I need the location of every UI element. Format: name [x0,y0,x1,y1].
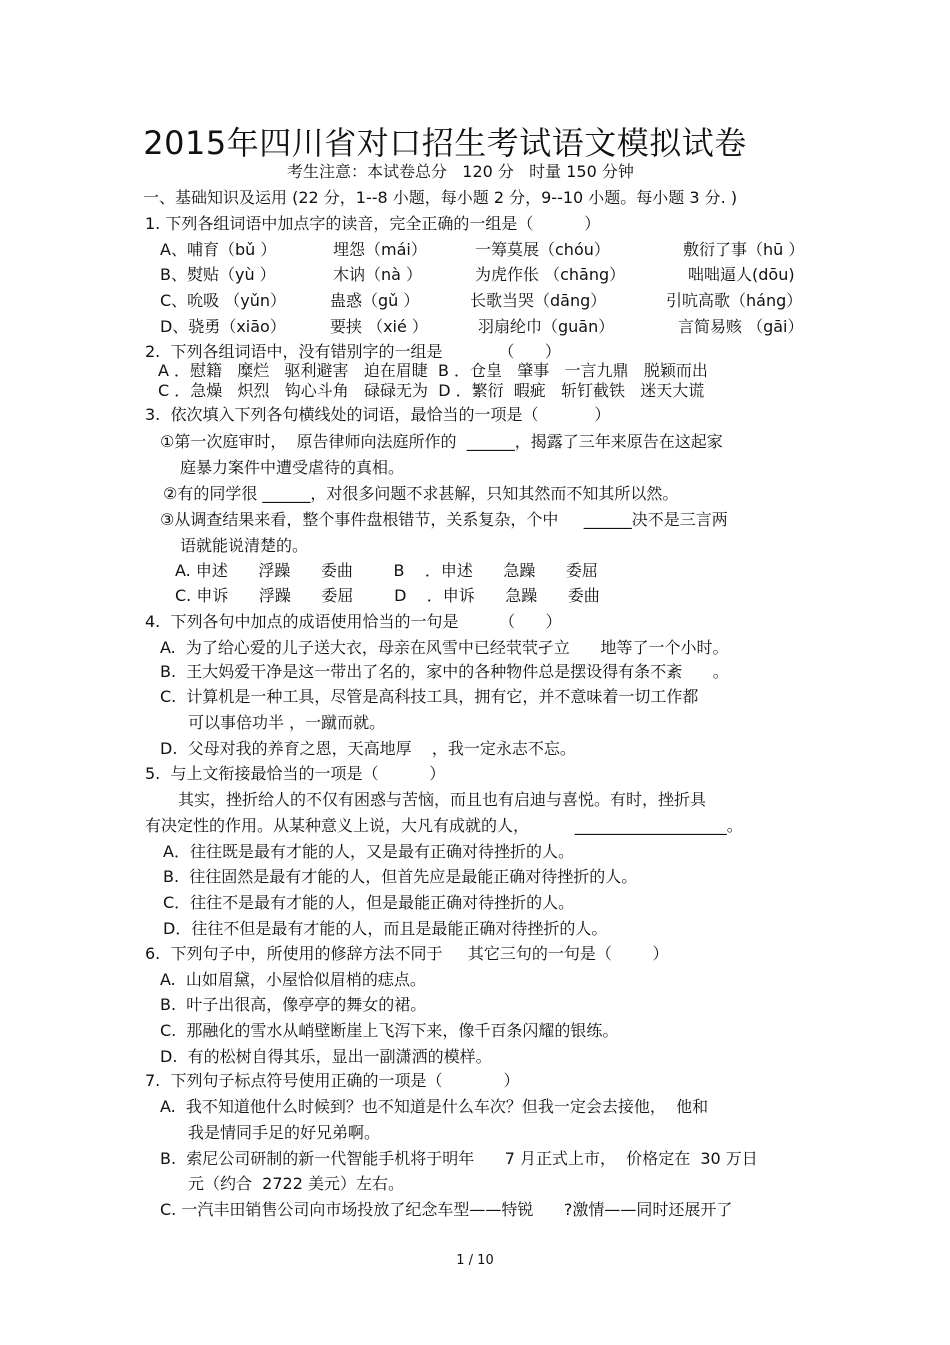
q3-sentence-1b: 庭暴力案件中遭受虐待的真相。 [180,458,405,477]
q7-option-c-1: C. 一汽丰田销售公司向市场投放了纪念车型——特锐 ?激情——同时还展开了 [160,1200,733,1219]
q5-option-d: D．往往不但是最有才能的人，而且是最能正确对待挫折的人。 [163,919,608,938]
q1-option-d-4: 言简易赅 （gāi） [678,317,804,336]
question-4-stem: 4. 下列各句中加点的成语使用恰当的一句是 （ ） [145,612,562,631]
q1-option-a-2: 埋怨（mái） [333,240,427,259]
q2-options-ab: A ．慰籍 糜烂 驱利避害 迫在眉睫 B ．仓皇 肇事 一言九鼎 脱颖而出 [158,361,708,380]
q4-option-b: B. 王大妈爱干净是这一带出了名的，家中的各种物件总是摆设得有条不紊 。 [160,662,729,681]
q6-option-c: C. 那融化的雪水从峭壁断崖上飞泻下来，像千百条闪耀的银练。 [160,1021,619,1040]
q1-option-a-1: A、哺育（bǔ ） [160,240,277,259]
q5-option-a: A．往往既是最有才能的人，又是最有正确对待挫折的人。 [163,842,574,861]
question-5-stem: 5. 与上文衔接最恰当的一项是（ ） [145,764,446,783]
q1-option-c-4: 引吭高歌（háng） [666,291,803,310]
q1-option-a-4: 敷衍了事（hū ） [683,240,805,259]
q1-option-d-1: D、骁勇（xiāo） [160,317,286,336]
question-7-stem: 7. 下列句子标点符号使用正确的一项是（ ） [145,1071,520,1090]
q1-option-b-4: 咄咄逼人(dōu) [688,265,795,284]
question-6-stem: 6. 下列句子中，所使用的修辞方法不同于 其它三句的一句是（ ） [145,944,669,963]
q3-sentence-1a: ①第一次庭审时， 原告律师向法庭所作的 ______，揭露了三年来原告在这起家 [160,432,723,451]
q1-option-d-2: 要挟 （xié ） [330,317,428,336]
question-2-stem: 2. 下列各组词语中，没有错别字的一组是 （ ） [145,342,561,361]
q4-option-a: A. 为了给心爱的儿子送大衣，母亲在风雪中已经茕茕孑立 地等了一个小时。 [160,638,729,657]
q6-option-d: D. 有的松树自得其乐，显出一副潇洒的模样。 [160,1047,492,1066]
q3-sentence-3b: 语就能说清楚的。 [180,536,309,555]
q1-option-b-1: B、熨贴（yù ） [160,265,276,284]
q6-option-b: B. 叶子出很高，像亭亭的舞女的裙。 [160,995,427,1014]
exam-notice: 考生注意：本试卷总分 120 分 时量 150 分钟 [287,162,634,181]
question-1-stem: 1. 下列各组词语中加点字的读音，完全正确的一组是（ ） [145,214,601,233]
q1-option-d-3: 羽扇纶巾（guān） [478,317,615,336]
q3-sentence-3a: ③从调查结果来看，整个事件盘根错节，关系复杂，个中 ______决不是三言两 [160,510,728,529]
q5-option-b: B. 往往固然是最有才能的人，但首先应是最能正确对待挫折的人。 [163,867,638,886]
page-number: 1 / 10 [456,1253,494,1268]
q5-passage-1: 其实，挫折给人的不仅有困惑与苦恼，而且也有启迪与喜悦。有时，挫折具 [178,790,707,809]
q3-options-ab: A. 申述 浮躁 委曲 B ．申述 急躁 委屈 [175,561,598,580]
q1-option-b-2: 木讷（nà ） [333,265,423,284]
q7-option-b-1: B. 索尼公司研制的新一代智能手机将于明年 7 月正式上市， 价格定在 30 万日 [160,1149,758,1168]
q5-passage-2: 有决定性的作用。从某种意义上说，大凡有成就的人， ___________________。 [145,816,743,835]
q6-option-a: A. 山如眉黛，小屋恰似眉梢的痣点。 [160,970,426,989]
q3-options-cd: C. 申诉 浮躁 委屈 D ．申诉 急躁 委曲 [175,586,600,605]
q5-option-c: C．往往不是最有才能的人，但是最能正确对待挫折的人。 [163,893,575,912]
q1-option-c-3: 长歌当哭（dāng） [470,291,607,310]
q4-option-c-1: C. 计算机是一种工具，尽管是高科技工具，拥有它，并不意味着一切工作都 [160,687,699,706]
q7-option-b-2: 元（约合 2722 美元）左右。 [188,1174,404,1193]
q1-option-a-3: 一筹莫展（chóu） [475,240,610,259]
q1-option-c-1: C、吮吸 （yǔn） [160,291,287,310]
q7-option-a-1: A. 我不知道他什么时候到？也不知道是什么车次？但我一定会去接他， 他和 [160,1097,709,1116]
page-title: 2015年四川省对口招生考试语文模拟试卷 [143,124,747,162]
q4-option-c-2: 可以事倍功半 ，一蹴而就。 [188,713,386,732]
q1-option-b-3: 为虎作伥 （chāng） [475,265,626,284]
q2-options-cd: C ．急燥 炽烈 钩心斗角 碌碌无为 D ．繁衍 暇疵 斩钉截铁 迷天大谎 [158,381,705,400]
question-3-stem: 3. 依次填入下列各句横线处的词语，最恰当的一项是（ ） [145,405,611,424]
q4-option-d: D. 父母对我的养育之恩，天高地厚 ，我一定永志不忘。 [160,739,576,758]
section-heading: 一、基础知识及运用 (22 分，1--8 小题，每小题 2 分，9--10 小题。每小题 3 分. ) [143,188,738,207]
q3-sentence-2: ②有的同学很 ______，对很多问题不求甚解，只知其然而不知其所以然。 [163,484,679,503]
q1-option-c-2: 蛊惑（gǔ ） [330,291,420,310]
q7-option-a-2: 我是情同手足的好兄弟啊。 [188,1123,381,1142]
